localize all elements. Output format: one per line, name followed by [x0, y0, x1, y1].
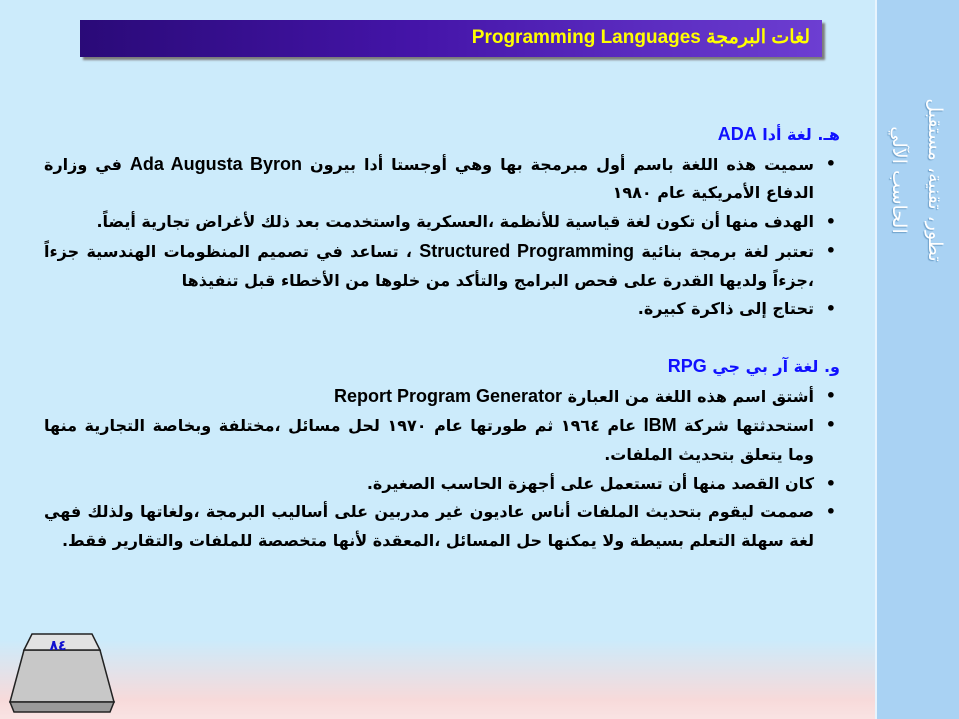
item-en-term: IBM [643, 415, 677, 436]
item-text: سميت هذه اللغة باسم أول مبرمجة بها وهي أوجستا أدا بيرون [302, 154, 814, 174]
item-en-term: Report Program Generator [334, 385, 563, 406]
sidebar-caption [881, 98, 953, 261]
item-text: تحتاج إلى ذاكرة كبيرة. [637, 299, 814, 319]
item-text: كان القصد منها أن تستعمل على أجهزة الحاسب الصغيرة. [366, 473, 814, 493]
list-item [44, 295, 814, 324]
ada-bullet-list [44, 150, 842, 324]
document-body [44, 120, 842, 556]
item-text: أشتق اسم هذه اللغة من العبارة [562, 386, 814, 406]
list-item [44, 470, 814, 499]
page-title: لغات البرمجة Programming Languages [471, 27, 810, 48]
item-en-term: Ada Augusta Byron [129, 153, 302, 174]
list-item [44, 411, 814, 469]
item-text: تعتبر لغة برمجة بنائية [634, 241, 814, 261]
item-text: صممت ليقوم بتحديث الملفات أناس عاديون غير مدربين على أساليب البرمجة ،ولغاتها ولذلك فهي لغة سهلة التعلم بسيطة ولا يمكنها حل المسائل ،المعقدة لأنها متخصصة للملفات والتقارير فقط. [44, 502, 814, 551]
section-heading-en: RPG [667, 355, 707, 376]
item-text-after: ، تساعد في تصميم المنظومات الهندسية جزءاً ،جزءاً ولديها القدرة على فحص البرامج والتأكد من خلوها من الأخطاء قبل تنفيذها [44, 241, 814, 290]
page-number-key [6, 632, 118, 714]
item-text: الهدف منها أن تكون لغة قياسية للأنظمة ،العسكرية واستخدمت بعد ذلك لأغراض تجارية أيضاً. [96, 212, 814, 232]
list-item [44, 498, 814, 555]
section-heading-en: ADA [717, 124, 757, 144]
section-heading-ada [44, 120, 842, 150]
section-heading-rpg [44, 352, 842, 382]
item-en-term: Structured Programming [419, 240, 635, 261]
list-item [44, 150, 814, 208]
list-item [44, 237, 814, 295]
section-heading-prefix: و. لغة آر بي جي [712, 356, 840, 376]
sidebar-line-2: الحاسب الآلي [888, 126, 910, 234]
sidebar-line-1: تطور، تقنية، مستقبل [924, 98, 946, 262]
rpg-bullet-list [44, 382, 842, 556]
item-text-after: عام ١٩٦٤ ثم طورتها عام ١٩٧٠ لحل مسائل ،مختلفة وبخاصة التجارية منها وما يتعلق بتحديث الملفات. [44, 416, 814, 465]
list-item [44, 208, 814, 237]
section-spacer [44, 324, 842, 352]
item-text: استحدثتها شركة [676, 416, 815, 436]
page-number: ٨٤ [49, 638, 67, 654]
item-text-after: في وزارة الدفاع الأمريكية عام ١٩٨٠ [44, 154, 814, 203]
title-bar [80, 20, 822, 57]
section-heading-prefix: هـ. لغة أدا [762, 125, 840, 144]
list-item [44, 382, 814, 412]
